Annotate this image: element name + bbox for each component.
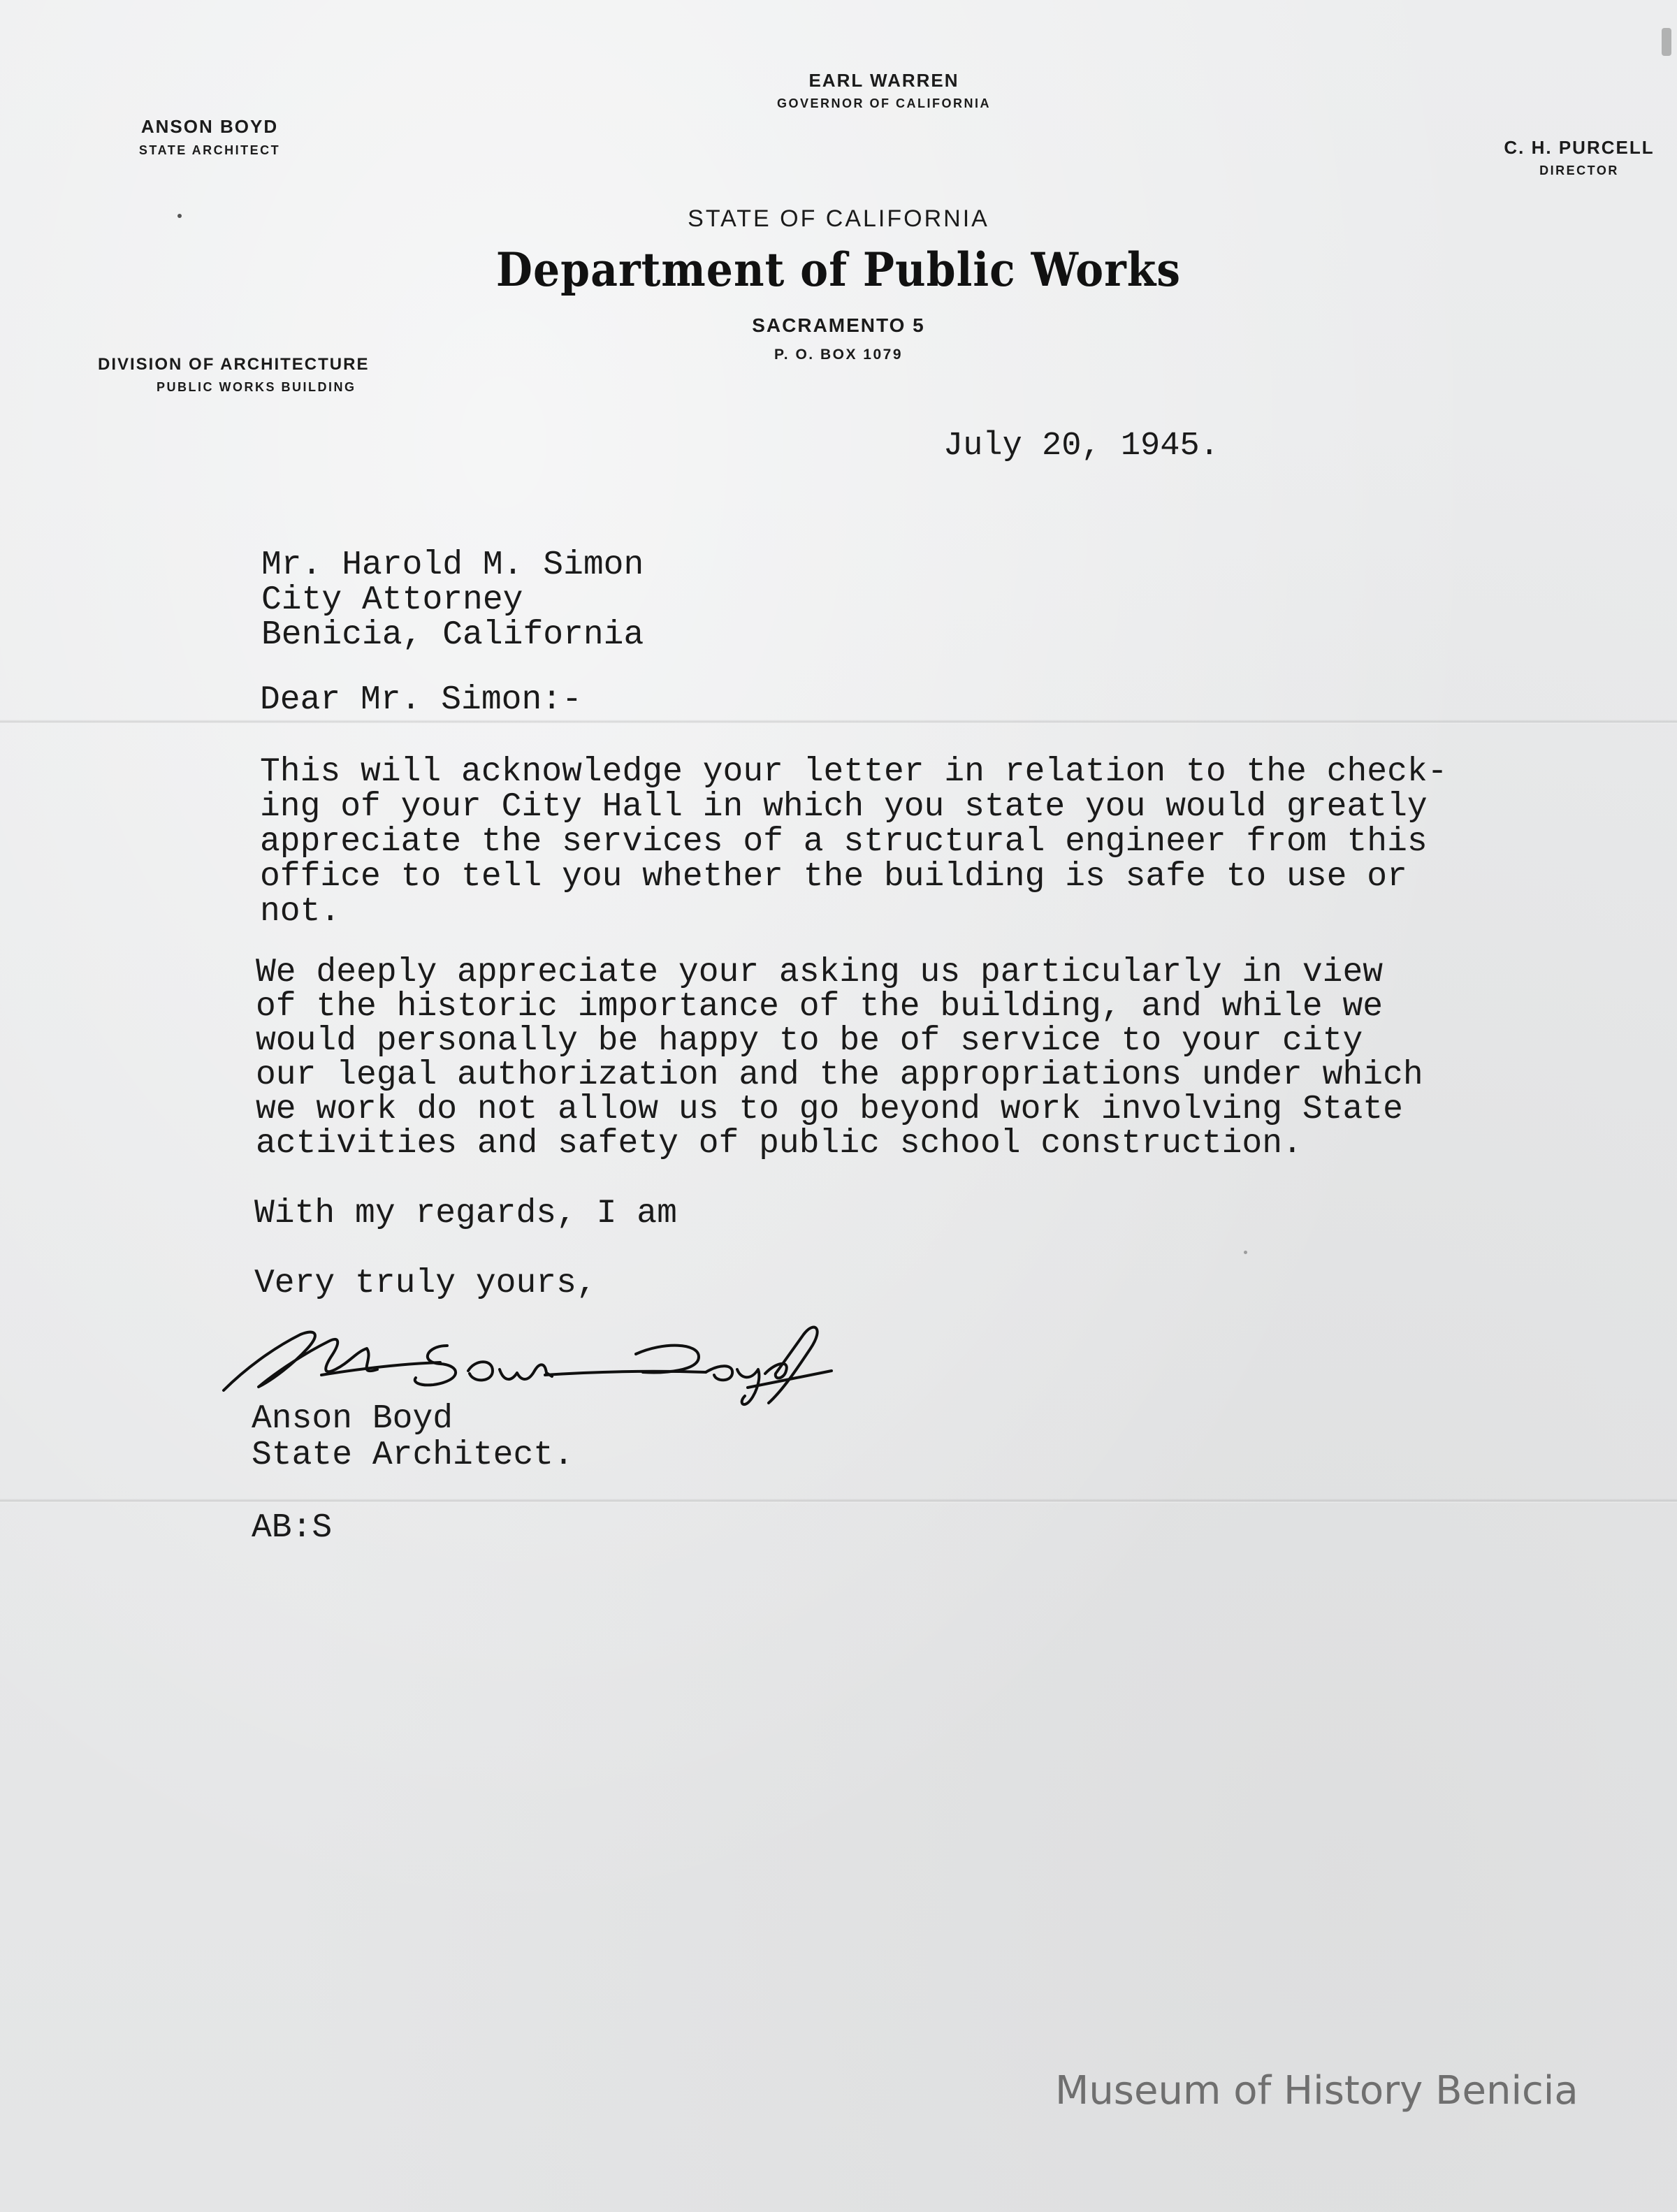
recipient-address: [261, 548, 644, 653]
division-name: DIVISION OF ARCHITECTURE: [98, 355, 370, 374]
signature-block: [252, 1401, 574, 1474]
handwritten-signature: [217, 1320, 901, 1411]
paragraph-2: [256, 956, 1423, 1161]
city-line: SACRAMENTO 5: [752, 314, 925, 336]
po-box-line: P. O. BOX 1079: [774, 347, 903, 363]
signer-title: State Architect.: [252, 1436, 574, 1474]
address-line: Mr. Harold M. Simon: [261, 546, 644, 584]
museum-watermark: Museum of History Benicia: [1055, 2068, 1578, 2113]
regards-line: With my regards, I am: [254, 1195, 677, 1232]
paper-fold: [0, 1499, 1677, 1503]
complimentary-close: Very truly yours,: [254, 1265, 597, 1302]
director-name: C. H. PURCELL: [1504, 137, 1655, 158]
text-line: not.: [260, 893, 341, 931]
department-title: Department of Public Works: [495, 243, 1182, 298]
text-line: of the historic importance of the building, and while we: [256, 988, 1384, 1026]
director-title: DIRECTOR: [1539, 163, 1619, 177]
text-line: office to tell you whether the building is safe to use or: [260, 858, 1407, 896]
letter-date: July 20, 1945.: [943, 428, 1219, 465]
reference-initials: AB:S: [252, 1509, 333, 1547]
text-line: we work do not allow us to go beyond work involving State: [256, 1091, 1403, 1128]
salutation: Dear Mr. Simon:-: [260, 681, 582, 719]
governor-name: EARL WARREN: [808, 70, 959, 91]
division-building: PUBLIC WORKS BUILDING: [157, 380, 356, 394]
state-heading: STATE OF CALIFORNIA: [688, 205, 989, 232]
architect-title: STATE ARCHITECT: [138, 143, 281, 157]
signer-name: Anson Boyd: [252, 1400, 453, 1438]
ink-speck: [1244, 1251, 1247, 1254]
text-line: ing of your City Hall in which you state you would greatly: [260, 788, 1428, 826]
text-line: appreciate the services of a structural engineer from this: [260, 823, 1428, 861]
text-line: This will acknowledge your letter in relation to the check-: [260, 753, 1448, 791]
text-line: our legal authorization and the appropriations under which: [256, 1056, 1423, 1094]
address-line: City Attorney: [261, 581, 523, 619]
text-line: would personally be happy to be of service to your city: [256, 1022, 1363, 1060]
text-line: We deeply appreciate your asking us particularly in view: [256, 954, 1384, 991]
text-line: activities and safety of public school construction.: [256, 1125, 1302, 1163]
governor-title: GOVERNOR OF CALIFORNIA: [777, 96, 991, 110]
architect-name: ANSON BOYD: [140, 116, 279, 137]
paragraph-1: [260, 755, 1447, 929]
address-line: Benicia, California: [261, 616, 644, 654]
paper-fold: [0, 720, 1677, 724]
paper-edge-mark: [1662, 28, 1671, 56]
